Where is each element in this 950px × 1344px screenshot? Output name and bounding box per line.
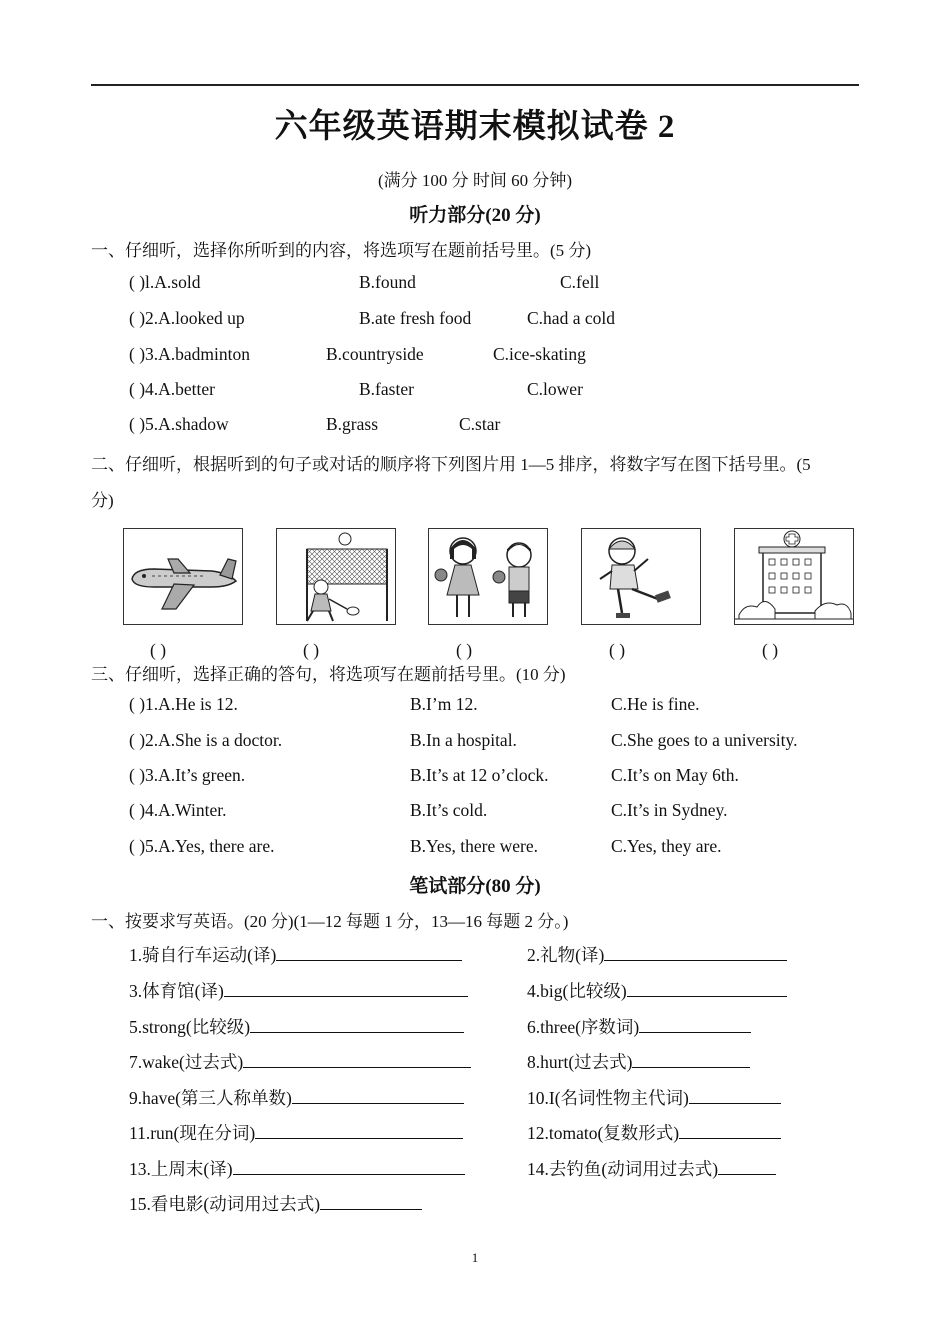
listening-s3-instruction: 三、仔细听，选择正确的答句，将选项写在题前括号里。(10 分) xyxy=(91,665,566,684)
airplane-icon xyxy=(123,528,243,625)
answer-line[interactable] xyxy=(639,1014,751,1033)
answer-line[interactable] xyxy=(718,1156,776,1175)
listening-heading: 听力部分(20 分) xyxy=(409,205,541,226)
question-1: ( )l.A.sold xyxy=(129,272,201,292)
option-b: B.Yes, there were. xyxy=(410,836,538,856)
fill-item-4: 4.big(比较级) xyxy=(527,978,787,1003)
fill-item-7: 7.wake(过去式) xyxy=(129,1049,471,1074)
fill-item-5: 5.strong(比较级) xyxy=(129,1014,464,1039)
page-title: 六年级英语期末模拟试卷 2 xyxy=(274,109,676,145)
question-2: ( )2.A.looked up xyxy=(129,308,245,328)
question-2: ( )2.A.She is a doctor. xyxy=(129,730,283,750)
answer-line[interactable] xyxy=(679,1120,781,1139)
fill-item-11: 11.run(现在分词) xyxy=(129,1120,463,1145)
answer-line[interactable] xyxy=(604,942,787,961)
answer-line[interactable] xyxy=(689,1085,781,1104)
option-c: C.Yes, they are. xyxy=(611,836,722,856)
fill-item-9: 9.have(第三人称单数) xyxy=(129,1085,464,1110)
fill-item-14: 14.去钓鱼(动词用过去式) xyxy=(527,1156,776,1181)
roller-skating-icon xyxy=(581,528,701,625)
option-b: B.In a hospital. xyxy=(410,730,517,750)
option-b: B.countryside xyxy=(326,344,424,364)
writing-heading: 笔试部分(80 分) xyxy=(409,876,541,897)
option-c: C.He is fine. xyxy=(611,694,700,714)
option-b: B.It’s at 12 o’clock. xyxy=(410,765,549,785)
badminton-icon xyxy=(276,528,396,625)
question-5: ( )5.A.shadow xyxy=(129,414,229,434)
fill-item-13: 13.上周末(译) xyxy=(129,1156,465,1181)
fill-item-3: 3.体育馆(译) xyxy=(129,978,468,1003)
option-b: B.grass xyxy=(326,414,379,434)
fill-item-10: 10.I(名词性物主代词) xyxy=(527,1085,781,1110)
page-number: 1 xyxy=(471,1250,479,1265)
writing-s1-instruction: 一、按要求写英语。(20 分)(1—12 每题 1 分，13—16 每题 2 分。) xyxy=(91,912,569,931)
answer-line[interactable] xyxy=(224,978,468,997)
option-b: B.It’s cold. xyxy=(410,800,488,820)
question-4: ( )4.A.Winter. xyxy=(129,800,227,820)
answer-line[interactable] xyxy=(243,1049,471,1068)
picture-5-bracket[interactable]: ( ) xyxy=(762,640,779,660)
answer-line[interactable] xyxy=(233,1156,465,1175)
answer-line[interactable] xyxy=(276,942,462,961)
picture-1-bracket[interactable]: ( ) xyxy=(150,640,167,660)
option-c: C.had a cold xyxy=(527,308,615,328)
answer-line[interactable] xyxy=(632,1049,750,1068)
picture-3-bracket[interactable]: ( ) xyxy=(456,640,473,660)
score-time-note: (满分 100 分 时间 60 分钟) xyxy=(377,171,573,190)
question-5: ( )5.A.Yes, there are. xyxy=(129,836,275,856)
option-c: C.It’s in Sydney. xyxy=(611,800,728,820)
picture-2-bracket[interactable]: ( ) xyxy=(303,640,320,660)
hospital-icon xyxy=(734,528,854,625)
question-3: ( )3.A.badminton xyxy=(129,344,251,364)
picture-4-bracket[interactable]: ( ) xyxy=(609,640,626,660)
listening-s2-instruction-cont: 分) xyxy=(91,491,114,510)
question-3: ( )3.A.It’s green. xyxy=(129,765,246,785)
option-c: C.lower xyxy=(527,379,583,399)
question-1: ( )1.A.He is 12. xyxy=(129,694,238,714)
children-apples-icon xyxy=(428,528,548,625)
fill-item-15: 15.看电影(动词用过去式) xyxy=(129,1191,422,1216)
option-c: C.star xyxy=(459,414,501,434)
listening-s1-instruction: 一、仔细听，选择你所听到的内容，将选项写在题前括号里。(5 分) xyxy=(91,241,592,260)
option-c: C.fell xyxy=(560,272,600,292)
answer-line[interactable] xyxy=(250,1014,464,1033)
fill-item-12: 12.tomato(复数形式) xyxy=(527,1120,781,1145)
answer-line[interactable] xyxy=(292,1085,464,1104)
option-c: C.She goes to a university. xyxy=(611,730,798,750)
fill-item-2: 2.礼物(译) xyxy=(527,942,787,967)
fill-item-1: 1.骑自行车运动(译) xyxy=(129,942,462,967)
listening-s2-instruction: 二、仔细听，根据听到的句子或对话的顺序将下列图片用 1—5 排序，将数字写在图下括号里。(5 xyxy=(91,455,811,474)
option-b: B.found xyxy=(359,272,416,292)
option-c: C.It’s on May 6th. xyxy=(611,765,739,785)
option-b: B.faster xyxy=(359,379,414,399)
option-b: B.ate fresh food xyxy=(359,308,472,328)
answer-line[interactable] xyxy=(255,1120,463,1139)
answer-line[interactable] xyxy=(320,1191,422,1210)
answer-line[interactable] xyxy=(627,978,787,997)
question-4: ( )4.A.better xyxy=(129,379,216,399)
fill-item-6: 6.three(序数词) xyxy=(527,1014,751,1039)
top-rule xyxy=(91,84,859,86)
option-c: C.ice-skating xyxy=(493,344,586,364)
fill-item-8: 8.hurt(过去式) xyxy=(527,1049,750,1074)
option-b: B.I’m 12. xyxy=(410,694,478,714)
